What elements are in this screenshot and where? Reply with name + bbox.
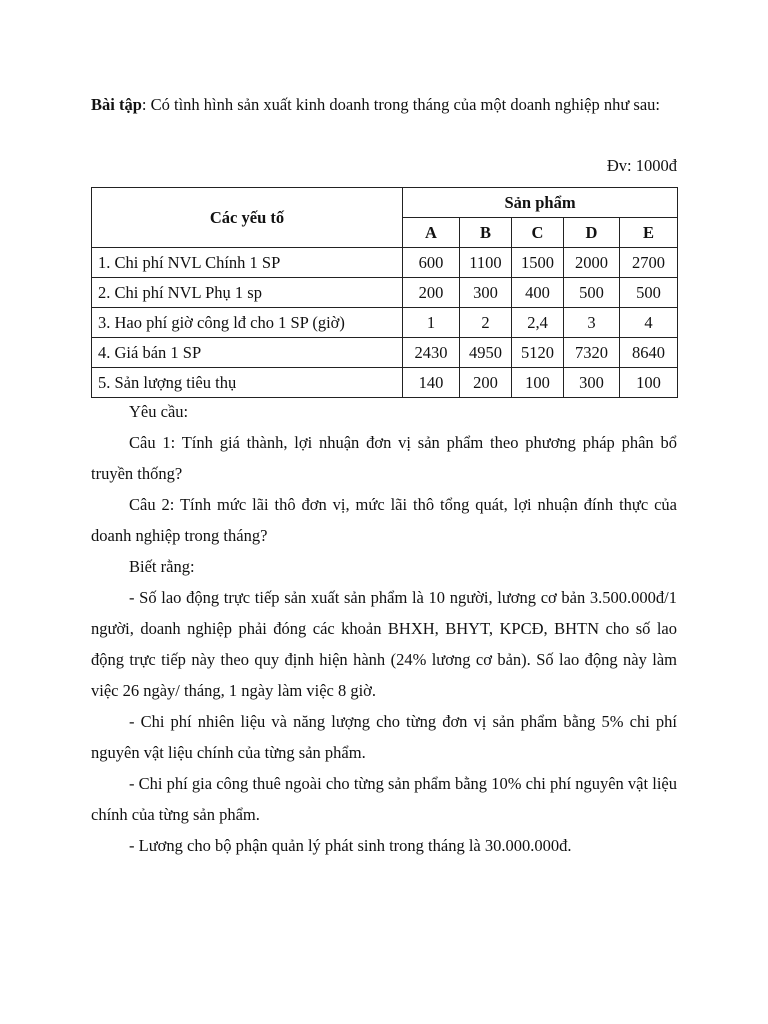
cell-value: 100 [512,368,564,398]
product-a-header: A [403,218,460,248]
cell-value: 2,4 [512,308,564,338]
cell-value: 500 [620,278,678,308]
table-row [92,308,678,338]
intro-label: Bài tập [91,95,142,114]
cell-value: 1500 [512,248,564,278]
row-label: 3. Hao phí giờ công lđ cho 1 SP (giờ) [92,308,403,338]
row-label: 4. Giá bán 1 SP [92,338,403,368]
cell-value: 400 [512,278,564,308]
table-row [92,248,678,278]
cell-value: 1100 [460,248,512,278]
cell-value: 300 [564,368,620,398]
given-item-outsourcing: - Chi phí gia công thuê ngoài cho từng sản phẩm bằng 10% chi phí nguyên vật liệu chính của từng sản phẩm. [91,774,677,824]
cell-value: 200 [460,368,512,398]
given-item-management-salary: - Lương cho bộ phận quản lý phát sinh trong tháng là 30.000.000đ. [129,836,572,855]
row-label: 5. Sản lượng tiêu thụ [92,368,403,398]
row-label: 2. Chi phí NVL Phụ 1 sp [92,278,403,308]
cell-value: 500 [564,278,620,308]
cell-value: 2700 [620,248,678,278]
given-item-fuel: - Chi phí nhiên liệu và năng lượng cho từng đơn vị sản phẩm bằng 5% chi phí nguyên vật liệu chính của từng sản phẩm. [91,712,677,762]
given-heading: Biết rằng: [129,557,195,576]
product-d-header: D [564,218,620,248]
product-b-header: B [460,218,512,248]
cell-value: 2430 [403,338,460,368]
table-row [92,278,678,308]
cell-value: 2000 [564,248,620,278]
unit-note: Đv: 1000đ [606,156,677,175]
production-table [91,187,678,398]
product-c-header: C [512,218,564,248]
cell-value: 5120 [512,338,564,368]
cell-value: 4950 [460,338,512,368]
product-e-header: E [620,218,678,248]
cell-value: 4 [620,308,678,338]
cell-value: 2 [460,308,512,338]
given-item-labor: - Số lao động trực tiếp sản xuất sản phẩm là 10 người, lương cơ bản 3.500.000đ/1 người, doanh nghiệp phải đóng các khoản BHXH, BHYT, KPCĐ, BHTN cho số lao động trực tiếp này theo quy định hiện hành (24% lương cơ bản). Số lao động này làm việc 26 ngày/ tháng, 1 ngày làm việc 8 giờ. [91,588,677,700]
intro-paragraph [91,89,677,120]
cell-value: 3 [564,308,620,338]
question-1: Câu 1: Tính giá thành, lợi nhuận đơn vị sản phẩm theo phương pháp phân bổ truyền thống? [91,433,677,483]
row-label: 1. Chi phí NVL Chính 1 SP [92,248,403,278]
cell-value: 200 [403,278,460,308]
cell-value: 1 [403,308,460,338]
table-row [92,338,678,368]
table-row [92,368,678,398]
cell-value: 140 [403,368,460,398]
cell-value: 7320 [564,338,620,368]
cell-value: 8640 [620,338,678,368]
intro-text: : Có tình hình sản xuất kinh doanh trong tháng của một doanh nghiệp như sau: [141,95,660,114]
factor-header: Các yếu tố [92,188,403,248]
table-header-row [92,188,678,218]
cell-value: 600 [403,248,460,278]
product-header: Sản phẩm [403,188,678,218]
cell-value: 100 [620,368,678,398]
requirements-heading: Yêu cầu: [129,402,189,421]
cell-value: 300 [460,278,512,308]
question-2: Câu 2: Tính mức lãi thô đơn vị, mức lãi thô tổng quát, lợi nhuận đính thực của doanh nghiệp trong tháng? [91,495,677,545]
